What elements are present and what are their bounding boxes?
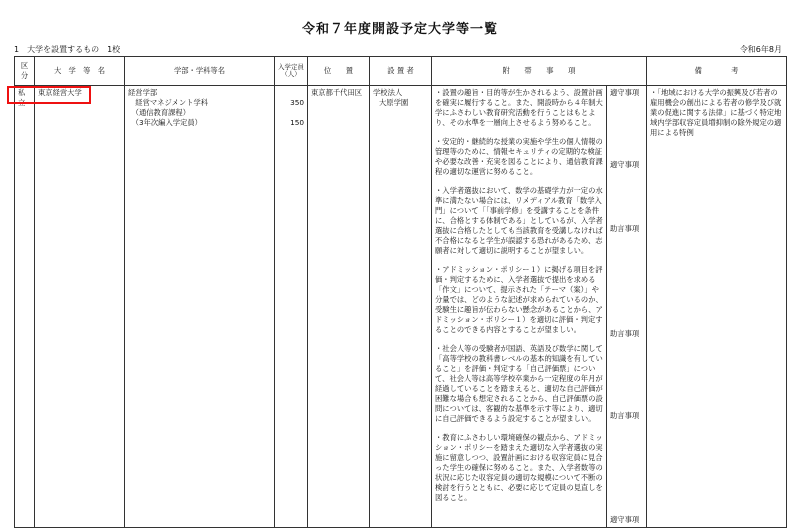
- header-capacity: 入学定員（人）: [275, 57, 308, 86]
- page-title: 令和７年度開設予定大学等一覧: [301, 22, 498, 37]
- section-subheading: 1 大学を設置するもの 1校: [14, 45, 121, 54]
- condition-text: ・設置の趣旨・目的等が生かされるよう、設置計画を確実に履行すること。また、開設時から４年制大学にふさわしい教育研究活動を行うことはもとより、その水準を一層向上させるよう努めること。: [435, 88, 603, 127]
- condition-type: 助言事項: [610, 329, 640, 338]
- header-location: 位 置: [308, 57, 370, 86]
- university-table: [14, 56, 787, 528]
- cell-conditions: [432, 86, 607, 528]
- founder-line: 大原学園: [379, 98, 409, 107]
- condition-type: 助言事項: [610, 411, 640, 420]
- header-kubun: 区分: [15, 57, 35, 86]
- condition-type: 適守事項: [610, 515, 640, 524]
- founder-line: 学校法人: [373, 88, 403, 97]
- highlight-box: [7, 86, 91, 104]
- cell-founder: [370, 86, 432, 528]
- header-university: 大 学 等 名: [35, 57, 125, 86]
- cell-university: 東京経営大学: [35, 86, 125, 528]
- capacity-value: 150: [290, 118, 304, 127]
- document-date: 令和6年8月: [739, 45, 782, 54]
- cell-capacity: [275, 86, 308, 528]
- condition-text: ・入学者選抜において、数学の基礎学力が一定の水準に満たない場合には、リメディアル教育「数学入門」について「「事前学修」を受講することを条件に、合格とする体制である」としているが、入学者選抜に合格したとしても当該教育を受講しなければ不合格になると学生が誤認する恐れがあるため、志願者に対して適切に説明することが望ましい。: [435, 186, 603, 255]
- condition-type: 助言事項: [610, 224, 640, 233]
- table-row: [15, 86, 787, 528]
- cell-kubun: 私立: [15, 86, 35, 528]
- condition-text: ・社会人等の受験者が国語、英語及び数学に関して「高等学校の教科書レベルの基本的知識を有していること」を評価・判定する「自己評価票」について、社会人等は高等学校卒業から一定程度の年月が経過していることを踏まえると、適切な自己評価が困難な場合も想定されることから、自己評価票の設問については、客観的な基準を示す等により、適切に自己評価できるよう設定することが望ましい。: [435, 344, 603, 423]
- cell-faculty: [125, 86, 275, 528]
- faculty-line: 経営学部: [128, 88, 158, 97]
- header-conditions: 附 帯 事 項: [432, 57, 647, 86]
- cell-condition-types: [607, 86, 647, 528]
- header-remarks: 備 考: [647, 57, 787, 86]
- header-founder: 設 置 者: [370, 57, 432, 86]
- cell-remarks: ・「地域における大学の振興及び若者の雇用機会の創出による若者の修学及び就業の促進に関する法律」に基づく特定地域内学部収容定員増抑制の除外規定の適用による特例: [647, 86, 787, 528]
- cell-location: 東京都千代田区: [308, 86, 370, 528]
- condition-type: 適守事項: [610, 160, 640, 169]
- condition-text: ・教育にふさわしい環境確保の観点から、アドミッション・ポリシーを踏まえた適切な入学者選抜の実施に留意しつつ、設置計画における収容定員に見合った学生の確保に努めること。また、入学者数等の状況に応じた収容定員の適切な規模について不断の検討を行うとともに、必要に応じて定員の見直しを図ること。: [435, 433, 603, 502]
- condition-text: ・安定的・継続的な授業の実施や学生の個人情報の管理等のために、情報セキュリティの定期的な検証や必要な改善・充実を図ることにより、通信教育課程の適切な運営に努めること。: [435, 137, 603, 176]
- header-faculty: 学部・学科等名: [125, 57, 275, 86]
- capacity-value: 350: [290, 98, 304, 107]
- faculty-line: （3年次編入学定員）: [128, 118, 202, 127]
- faculty-line: 経営マネジメント学科: [128, 98, 209, 107]
- faculty-line: （通信教育課程）: [128, 108, 191, 117]
- table-header-row: [15, 57, 787, 86]
- condition-text: ・アドミッション・ポリシー１）に掲げる項目を評価・判定するために、入学者選抜で提出を求める「作文」について、提示された「テーマ（案）」や分量では、どのような記述が求められているのか、受験生に趣旨が伝わらない懸念があることから、アドミッション・ポリシー１）を適切に評価・判定することのできる内容とすることが望ましい。: [435, 265, 603, 334]
- condition-type: 適守事項: [610, 88, 640, 97]
